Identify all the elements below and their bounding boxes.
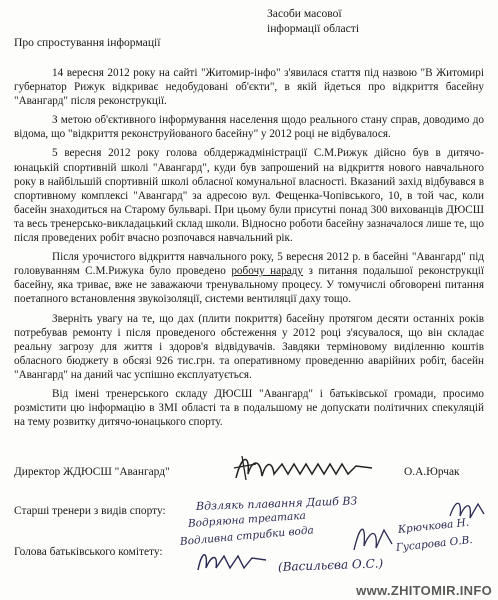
handwriting-3: Водливна стрибки вода (179, 524, 315, 548)
director-signature (232, 452, 382, 484)
paragraph-4-text-a: Після урочистого відкриття навчального року, 5 вересня 2012 р. в басейні "Авангард" під головуванням С.М.Рижука було проведено (14, 251, 484, 278)
paragraph-1: 14 вересня 2012 року на сайті "Житомир-інфо" з'явилася стаття під назвою "В Житомирі губернатор Рижук відкриває недобудовані об'єкти", в якій йдеться про відкриття басейну "Авангард" після реконструкції. (14, 67, 484, 108)
handwriting-6: (Васильєва О.С.) (277, 556, 384, 574)
paragraph-4-text-b: з питання подальшої реконструкції басейну, яка триває, вже не заважаючи тренувальному процесу. У томучислі обговорені питання поетапного встановлення звукоізоляції, системи вентиляції даху тощо. (14, 265, 485, 306)
handwriting-5: Гусарова О.В. (395, 533, 474, 554)
recipient-block (267, 6, 359, 36)
handwriting-2: Водряюна треатака (187, 509, 307, 530)
handwriting-1: Вдзлякь плавання Дашб ВЗ (195, 494, 358, 513)
director-name: О.А.Юрчак (404, 466, 460, 478)
paragraph-6: Від імені тренерського складу ДЮСШ "Авангард" і батьківської громади, просимо розмістити цю інформацію в ЗМІ області та в подальшому не допускати політичних спекуляцій на тему розвитку дитячо-юнацького спорту. (14, 387, 484, 429)
letter-body (14, 66, 484, 429)
coaches-label: Старші тренери з видів спорту: (14, 505, 166, 517)
paragraph-4-underlined: робочу нараду (231, 265, 303, 278)
paragraph-4 (14, 250, 484, 306)
coach-signature-1 (448, 496, 488, 522)
recipient-line-1: Засоби масової (267, 7, 342, 20)
director-label: Директор ЖДЮСШ "Авангард" (14, 466, 170, 478)
coach-signature-2 (350, 520, 396, 556)
parents-signature (194, 546, 274, 576)
recipient-line-2: інформації області (267, 22, 360, 35)
parents-label: Голова батьківського комітету: (14, 546, 163, 558)
handwriting-4: Крючкова Н. (397, 516, 470, 536)
subject-line: Про спростування інформації (14, 36, 161, 49)
paragraph-2: З метою об'єктивного інформування населення щодо реального стану справ, доводимо до відома, що "відкриття реконструйованого басейну" у 2012 році не відбувалося. (14, 114, 484, 141)
watermark: www.ZHITOMIR.INFO (356, 583, 492, 598)
paragraph-3: 5 вересня 2012 року голова облдержадміністрації С.М.Рижук дійсно був в дитячо-юнацькій спортивній школі "Авангард", куди був запрошений на відкриття нового навчального року в найбільшій спортивній школі обласної комунальної власності. Вказаний захід відбувався в спортивному комплексі "Авангард" за адресою вул. Фещенка-Чопівського, 10, в той час, коли басейн знаходиться на Старому бульварі. При цьому були присутні понад 300 вихованців ДЮСШ та весь тренерсько-викладацький склад школи. Відносно роботи басейну зазначалося лише те, що після проведених робіт вчасно розпочався навчальний рік. (14, 147, 484, 245)
paragraph-5: Зверніть увагу на те, що дах (плити покриття) басейну протягом десяти останніх років потребував ремонту і після проведеного обстеження у 2012 році з'ясувалося, що він складає реальну загрозу для життя і здоров'я відвідувачів. Завдяки терміновому виділенню коштів обласного бюджету в обсязі 926 тис.грн. та оперативному проведенню аварійних робіт, басейн "Авангард" на даний час успішно експлуатується. (14, 312, 484, 381)
